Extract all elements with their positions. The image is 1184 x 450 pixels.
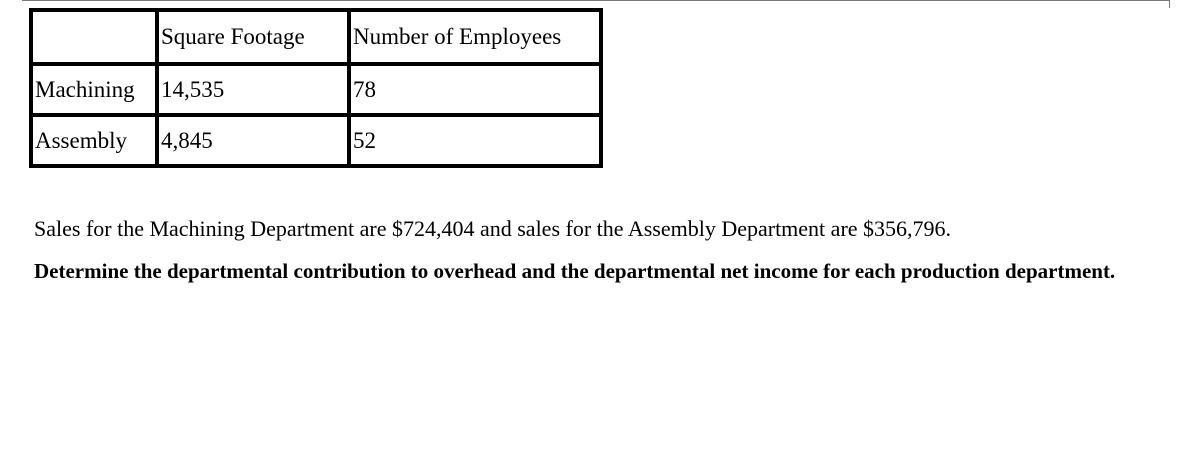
employees-cell: 52 [348, 114, 599, 164]
square-footage-cell: 14,535 [156, 63, 348, 114]
table-row [33, 114, 599, 164]
header-cell-empty [33, 12, 156, 63]
header-cell-square-footage: Square Footage [156, 12, 348, 63]
sales-statement: Sales for the Machining Department are $724,404 and sales for the Assembly Department are $356,796. [34, 216, 952, 241]
table-row [33, 63, 599, 114]
department-name-cell: Assembly [33, 114, 156, 164]
department-name-cell: Machining [33, 63, 156, 114]
top-divider [22, 0, 1170, 1]
table-header-row [33, 12, 599, 63]
task-instruction: Determine the departmental contribution to overhead and the departmental net income for each production department. [34, 259, 1116, 283]
square-footage-cell: 4,845 [156, 114, 348, 164]
employees-cell: 78 [348, 63, 599, 114]
top-divider-edge [1169, 0, 1170, 8]
department-data-table [29, 8, 603, 168]
header-cell-number-of-employees: Number of Employees [348, 12, 599, 63]
